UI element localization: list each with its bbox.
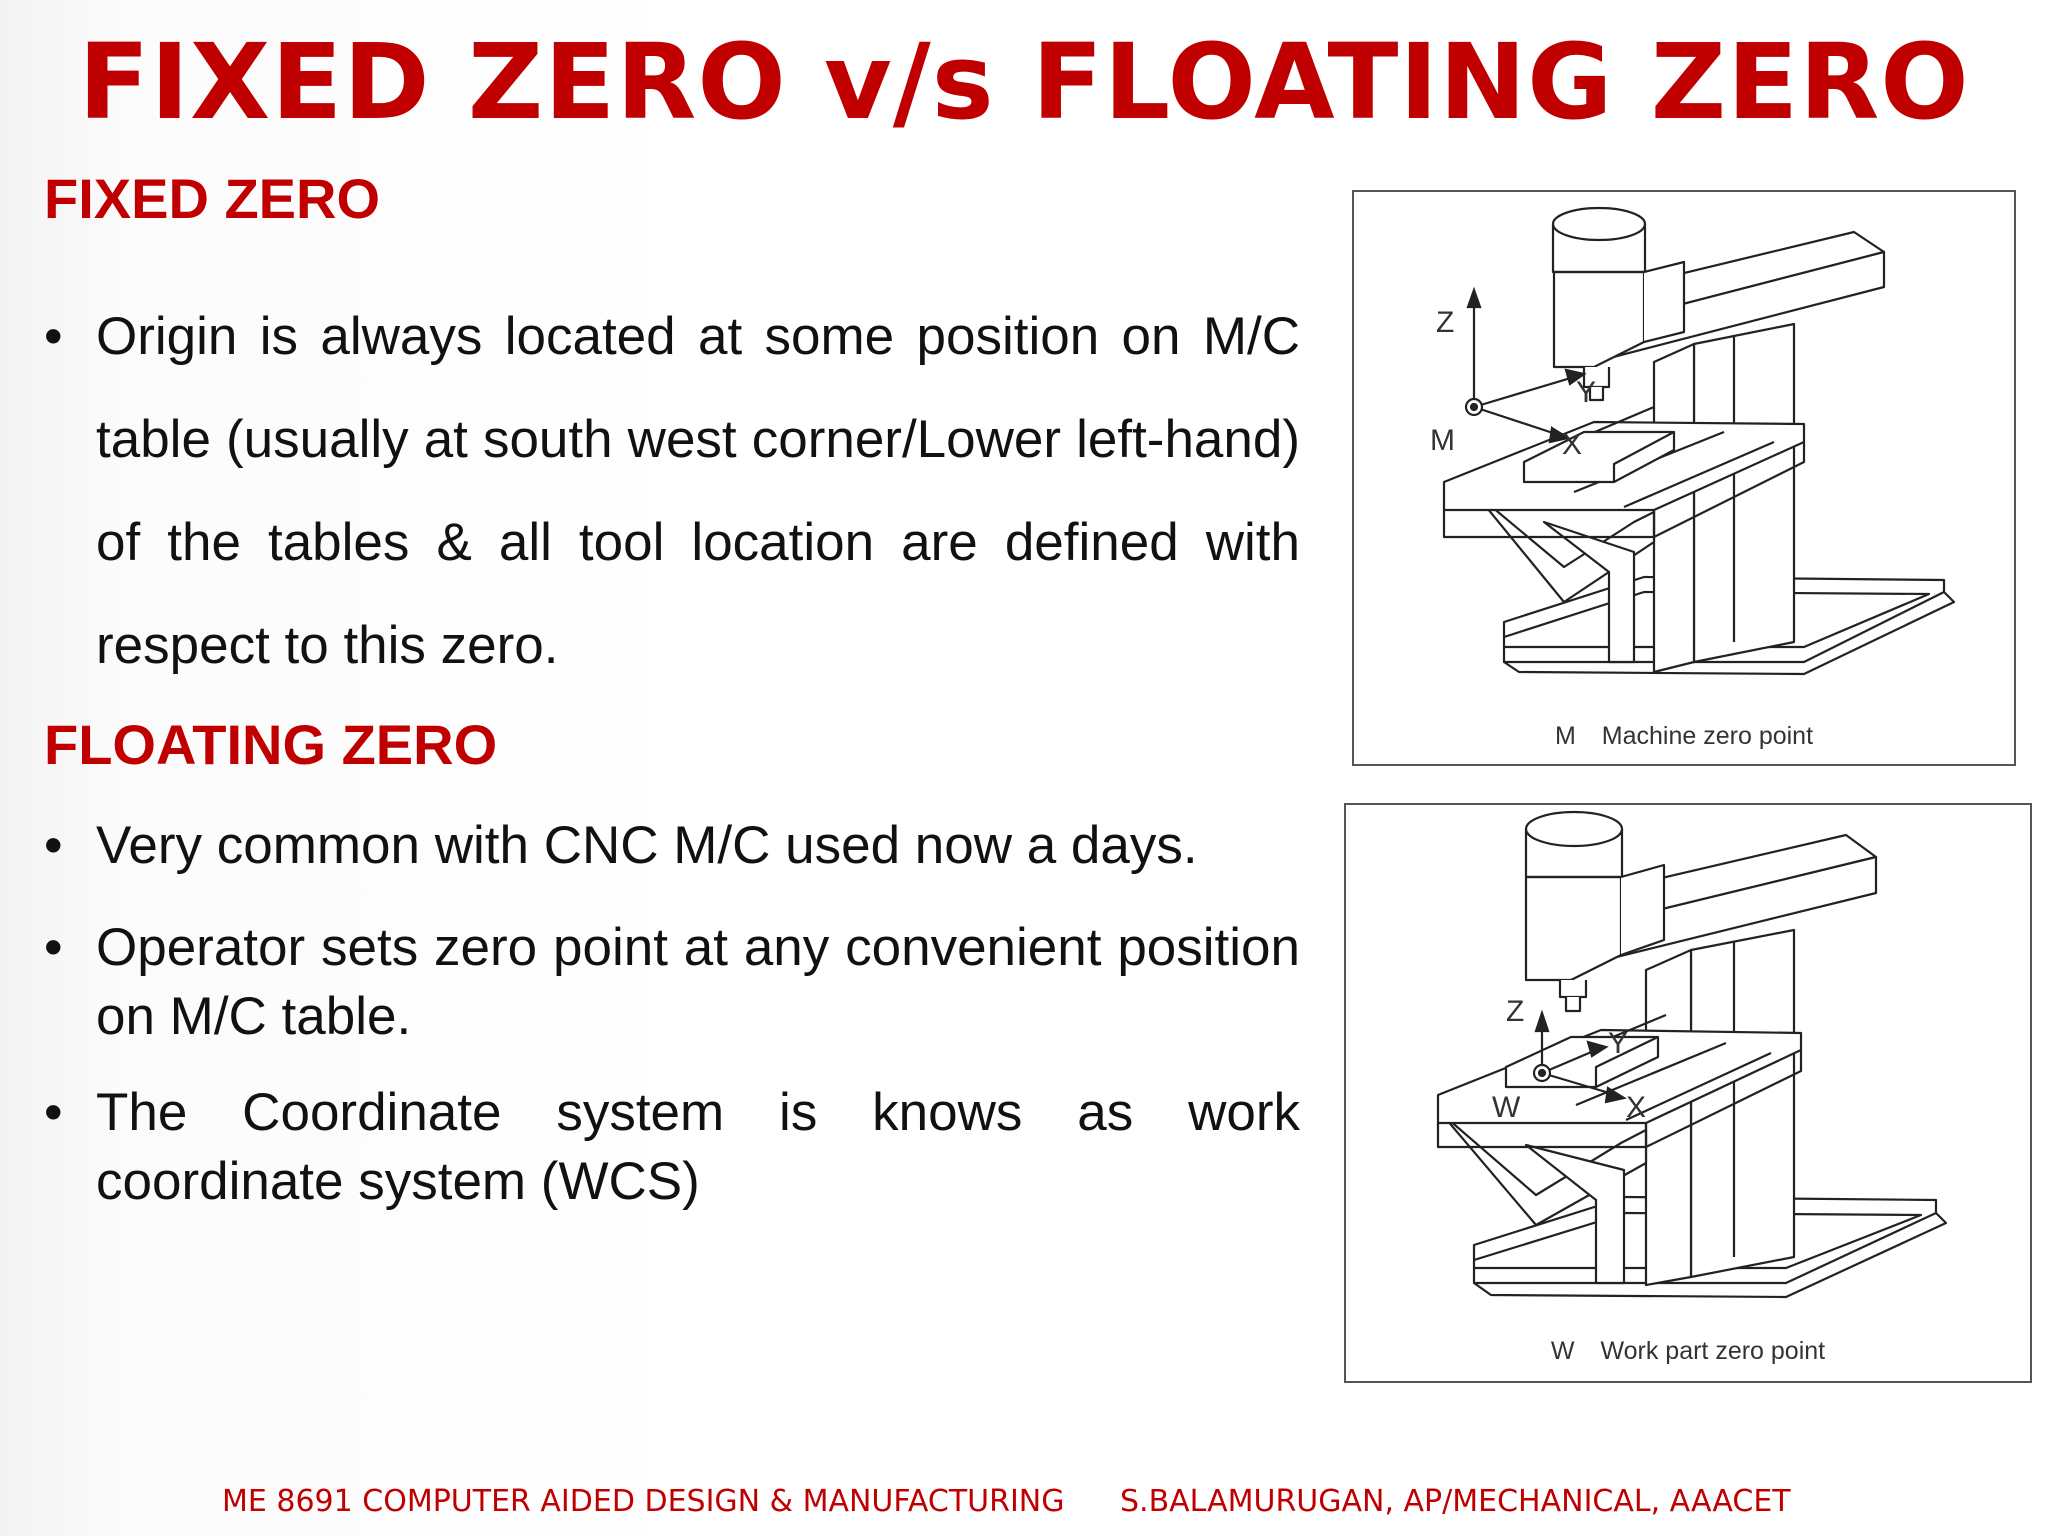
caption-text: Machine zero point [1601, 722, 1814, 750]
fixed-zero-bullet [44, 285, 1300, 697]
bullet-dot: • [44, 918, 63, 977]
footer-author: S.BALAMURUGAN, AP/MECHANICAL, AAACET [1120, 1484, 1791, 1519]
floating-zero-bullet [44, 913, 1300, 1051]
z-axis-label: Z [1506, 995, 1525, 1028]
x-axis-label: X [1562, 428, 1583, 461]
bullet-text: Origin is always located at some position on M/C table (usually at south west corner/Lower left-hand) of the tables & all tool location are defined with respect to this zero. [96, 307, 1300, 675]
y-axis-label: Y [1608, 1027, 1629, 1060]
bullet-dot: • [44, 1083, 63, 1142]
floating-zero-heading: FLOATING ZERO [44, 713, 498, 776]
origin-label: M [1430, 424, 1455, 457]
caption-text: Work part zero point [1600, 1337, 1826, 1365]
fixed-zero-heading: FIXED ZERO [44, 167, 381, 230]
caption-code: M [1554, 722, 1576, 750]
x-axis-label: X [1626, 1091, 1647, 1124]
spindle-head [1526, 877, 1621, 980]
bullet-dot: • [44, 307, 63, 366]
bullet-dot: • [44, 816, 63, 875]
y-axis-label: Y [1576, 376, 1597, 409]
bullet-text: Operator sets zero point at any convenient position on M/C table. [96, 918, 1300, 1046]
figure-caption [1346, 1337, 2030, 1366]
milling-machine-diagram [1354, 192, 2014, 764]
figure-caption [1354, 722, 2014, 751]
work-zero-figure [1344, 803, 2032, 1383]
footer-course: ME 8691 COMPUTER AIDED DESIGN & MANUFACTURING [222, 1484, 1065, 1519]
floating-zero-bullet [44, 1078, 1300, 1216]
slide-title: FIXED ZERO v/s FLOATING ZERO [78, 21, 1970, 143]
origin-label: W [1492, 1091, 1521, 1124]
floating-zero-bullet [44, 815, 1300, 877]
machine-column [1691, 930, 1794, 1277]
milling-machine-diagram [1346, 805, 2030, 1381]
bullet-text: The Coordinate system is knows as work coordinate system (WCS) [96, 1083, 1300, 1211]
caption-code: W [1550, 1337, 1575, 1365]
z-axis-label: Z [1436, 306, 1455, 339]
machine-zero-figure [1352, 190, 2016, 766]
bullet-text: Very common with CNC M/C used now a days. [96, 816, 1198, 875]
